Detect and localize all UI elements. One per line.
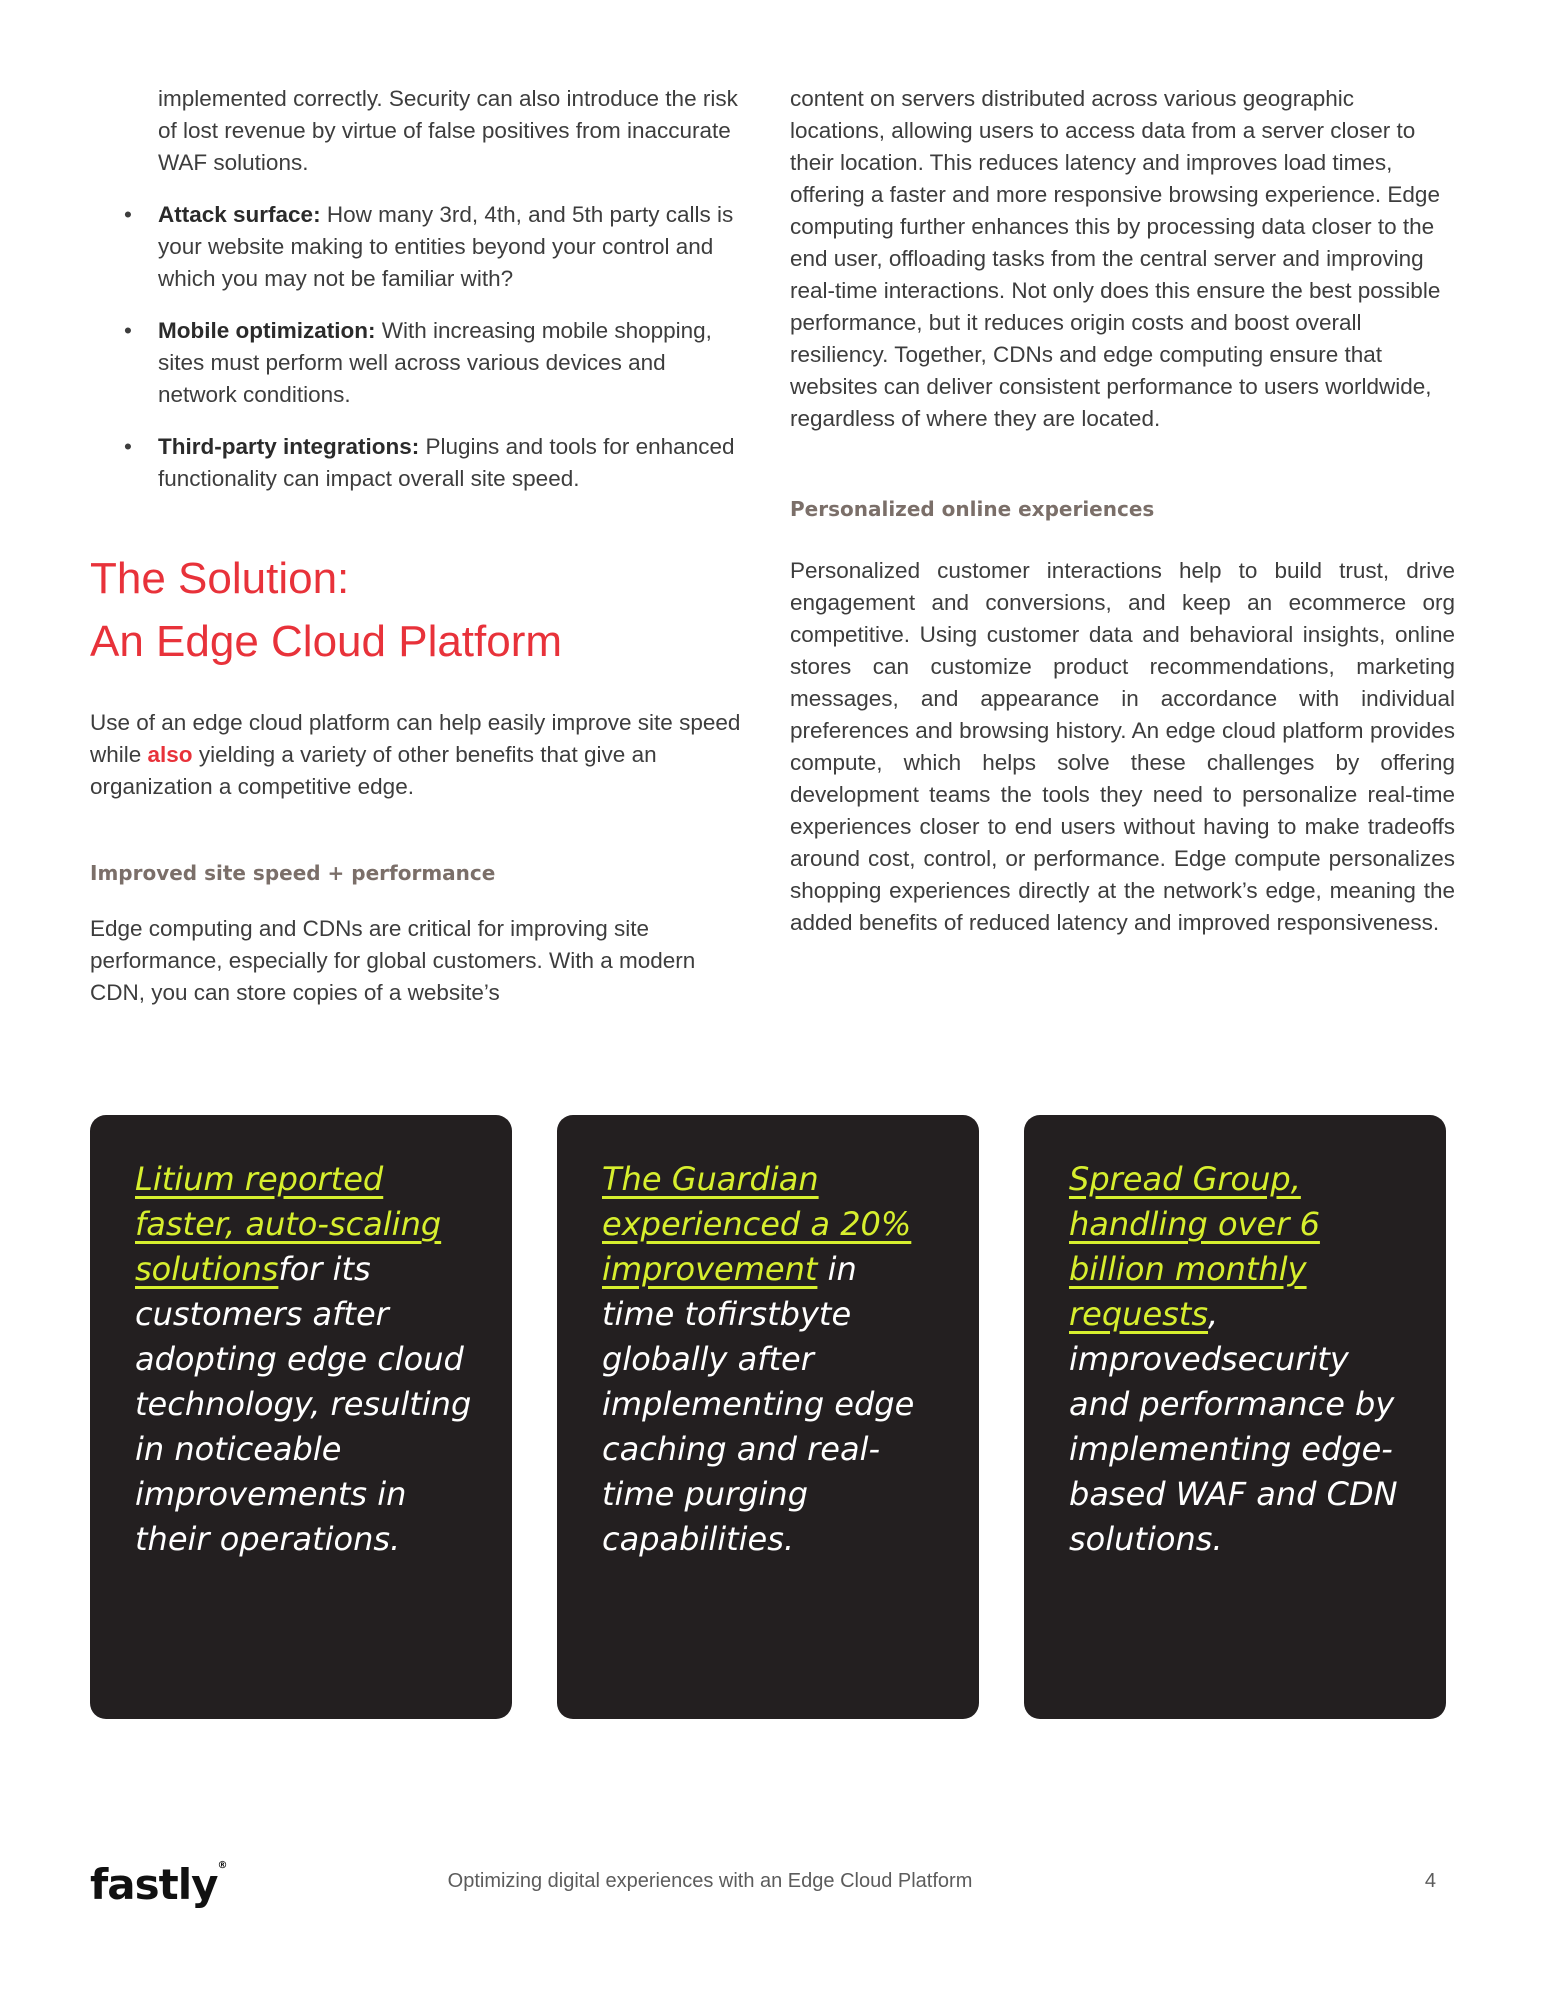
bullet-icon: • xyxy=(124,202,132,227)
bullet-term: Mobile optimization: xyxy=(158,318,376,343)
bullet-text: With increasing mobile shopping, sites must perform well across various devices and network conditions. xyxy=(158,318,712,407)
site-speed-paragraph-continued: content on servers distributed across various geographic locations, allowing users to access data from a server closer to their location. This reduces latency and improves load times, offering a faster and more responsive browsing experience. Edge computing further enhances this by processing data closer to the end user, offloading tasks from the central server and improving real-time interactions. Not only does this ensure the best possible performance, but it reduces origin costs and boost overall resiliency. Together, CDNs and edge computing ensure that websites can deliver consistent performance to users worldwide, regardless of where they are located. xyxy=(790,86,1441,431)
intro-text-end: yielding a variety of other benefits that give an organization a competitive edge. xyxy=(90,742,657,799)
bullet-term: Attack surface: xyxy=(158,202,321,227)
case-study-cards xyxy=(90,1115,1446,1719)
intro-highlight: also xyxy=(147,742,193,767)
list-item xyxy=(90,431,750,495)
solution-intro xyxy=(90,707,750,803)
case-study-card-spread-group xyxy=(1024,1115,1446,1719)
site-speed-paragraph: Edge computing and CDNs are critical for improving site performance, especially for global customers. With a modern CDN, you can store copies of a website’s xyxy=(90,916,696,1005)
card-quote-text: , improvedsecurity and performance by implementing edge-based WAF and CDN solutions. xyxy=(1069,1295,1398,1558)
continued-paragraph: implemented correctly. Security can also introduce the risk of lost revenue by virtue of false positives from inaccurate WAF solutions. xyxy=(158,86,738,175)
case-study-link[interactable]: Litium reported faster, auto-scaling solutions xyxy=(135,1160,442,1288)
bullet-text: Plugins and tools for enhanced functionality can impact overall site speed. xyxy=(158,434,735,491)
case-study-link[interactable]: The Guardian experienced a 20% improvement xyxy=(602,1160,912,1288)
list-item xyxy=(90,315,750,411)
card-quote xyxy=(602,1157,939,1562)
card-quote xyxy=(135,1157,472,1562)
intro-text-start: Use of an edge cloud platform can help easily improve site speed while xyxy=(90,710,741,767)
section-title-line-1: The Solution: xyxy=(90,554,350,603)
fastly-logo xyxy=(90,1860,226,1909)
case-study-card-guardian xyxy=(557,1115,979,1719)
bullet-icon: • xyxy=(124,318,132,343)
registered-mark-icon: ® xyxy=(217,1860,227,1871)
page-footer xyxy=(90,1860,1446,1910)
case-study-link[interactable]: Spread Group, handling over 6 billion monthly requests xyxy=(1069,1160,1320,1333)
card-quote-text: for its customers after adopting edge cloud technology, resulting in noticeable improvements in their operations. xyxy=(135,1250,472,1558)
card-quote xyxy=(1069,1157,1406,1562)
subheading-personalized: Personalized online experiences xyxy=(790,497,1155,521)
bullet-term: Third-party integrations: xyxy=(158,434,420,459)
logo-wordmark: fastly xyxy=(90,1860,218,1909)
list-item xyxy=(90,199,750,295)
card-quote-text: in time tofirstbyte globally after implementing edge caching and real-time purging capabilities. xyxy=(602,1250,915,1558)
bullet-icon: • xyxy=(124,434,132,459)
document-title: Optimizing digital experiences with an Edge Cloud Platform xyxy=(447,1870,973,1892)
challenge-list xyxy=(90,199,750,495)
bullet-text: How many 3rd, 4th, and 5th party calls is your website making to entities beyond your control and which you may not be familiar with? xyxy=(158,202,734,291)
page-number: 4 xyxy=(1424,1870,1436,1892)
section-title-line-2: An Edge Cloud Platform xyxy=(90,617,563,666)
case-study-card-litium xyxy=(90,1115,512,1719)
section-title xyxy=(90,547,750,673)
personalized-paragraph: Personalized customer interactions help to build trust, drive engagement and conversions, and keep an ecommerce org competitive. Using customer data and behavioral insights, online stores can customize product recommendations, marketing messages, and appearance in accordance with individual preferences and browsing history. An edge cloud platform provides compute, which helps solve these challenges by offering development teams the tools they need to personalize real-time experiences closer to end users without having to make tradeoffs around cost, control, or performance. Edge compute personalizes shopping experiences directly at the network’s edge, meaning the added benefits of reduced latency and improved responsiveness. xyxy=(790,558,1455,935)
right-column xyxy=(790,83,1455,939)
subheading-site-speed: Improved site speed + performance xyxy=(90,861,496,885)
left-column xyxy=(90,83,750,1009)
